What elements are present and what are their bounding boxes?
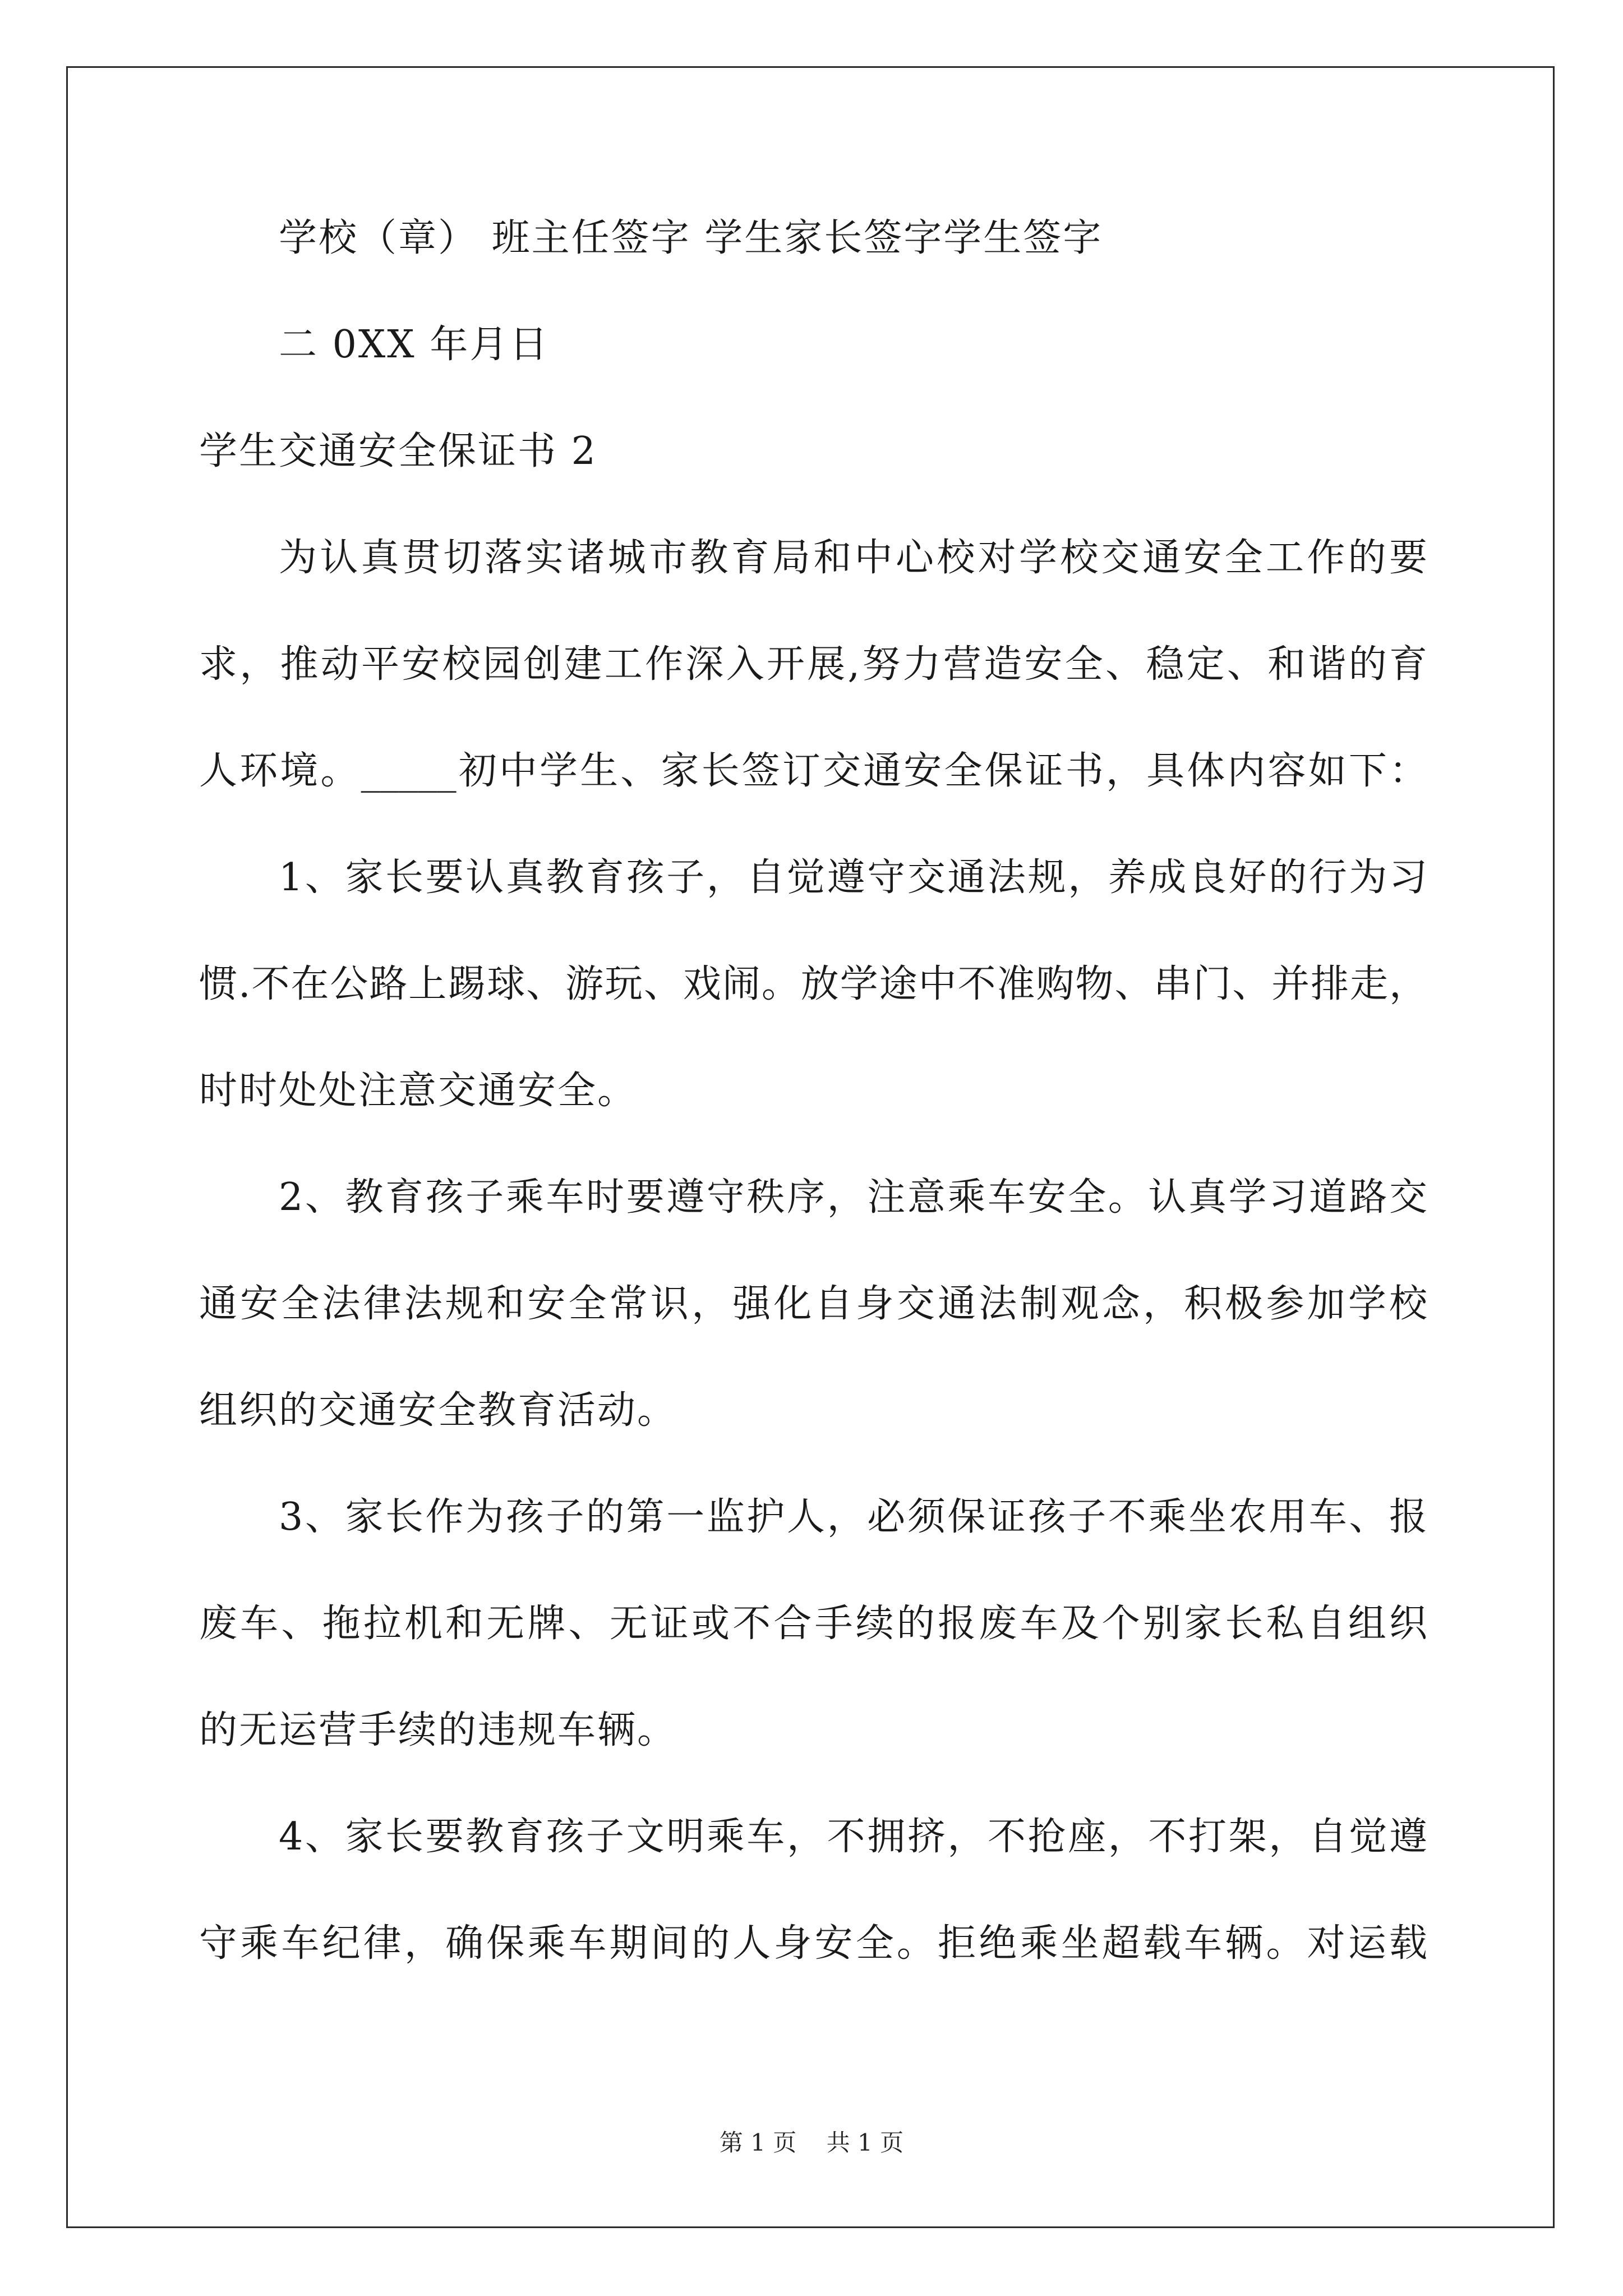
item-2-line-3: 组织的交通安全教育活动。	[199, 1388, 677, 1433]
item-1-line-3: 时时处处注意交通安全。	[199, 1069, 638, 1113]
item-3-line-2: 废车、拖拉机和无牌、无证或不合手续的报废车及个别家长私自组织	[199, 1602, 1427, 1646]
page-number-footer: 第 1 页 共 1 页	[719, 2129, 904, 2156]
item-4-line-1: 4、家长要教育孩子文明乘车，不拥挤，不抢座，不打架，自觉遵	[279, 1815, 1427, 1859]
item-3-line-3: 的无运营手续的违规车辆。	[199, 1708, 677, 1752]
paragraph-intro-line-1: 为认真贯切落实诸城市教育局和中心校对学校交通安全工作的要	[279, 536, 1427, 580]
date-line: 二 0XX 年月日	[279, 323, 550, 367]
item-1-line-2: 惯.不在公路上踢球、游玩、戏闹。放学途中不准购物、串门、并排走，	[199, 962, 1427, 1006]
paragraph-intro-line-2: 求，推动平安校园创建工作深入开展,努力营造安全、稳定、和谐的育	[199, 642, 1427, 687]
item-2-line-2: 通安全法律法规和安全常识，强化自身交通法制观念，积极参加学校	[199, 1282, 1427, 1326]
page-border	[66, 66, 1555, 2228]
paragraph-intro-line-3: 人环境。_____初中学生、家长签订交通安全保证书，具体内容如下：	[199, 749, 1427, 793]
document-title: 学生交通安全保证书 2	[199, 429, 597, 473]
item-1-line-1: 1、家长要认真教育孩子，自觉遵守交通法规，养成良好的行为习	[279, 855, 1427, 900]
item-2-line-1: 2、教育孩子乘车时要遵守秩序，注意乘车安全。认真学习道路交	[279, 1175, 1427, 1220]
signature-line: 学校（章） 班主任签字 学生家长签字学生签字	[279, 216, 1103, 260]
item-4-line-2: 守乘车纪律，确保乘车期间的人身安全。拒绝乘坐超载车辆。对运载	[199, 1921, 1427, 1966]
item-3-line-1: 3、家长作为孩子的第一监护人，必须保证孩子不乘坐农用车、报	[279, 1495, 1427, 1539]
